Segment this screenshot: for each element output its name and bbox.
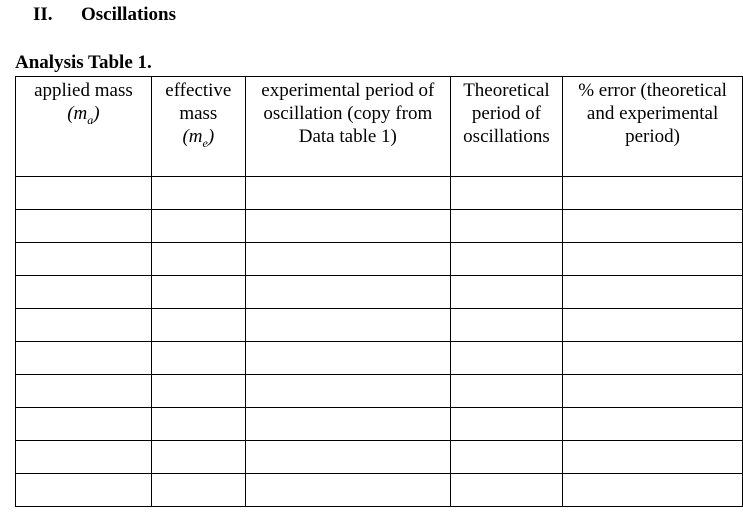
table-cell[interactable] bbox=[245, 276, 450, 309]
table-cell[interactable] bbox=[563, 177, 743, 210]
header-theoretical-period bbox=[450, 77, 562, 177]
table-cell[interactable] bbox=[16, 276, 152, 309]
table-cell[interactable] bbox=[16, 243, 152, 276]
table-cell[interactable] bbox=[151, 210, 245, 243]
table-cell[interactable] bbox=[563, 309, 743, 342]
table-cell[interactable] bbox=[563, 441, 743, 474]
header-effective-mass-label: effective mass bbox=[165, 80, 232, 124]
table-cell[interactable] bbox=[151, 342, 245, 375]
table-cell[interactable] bbox=[563, 342, 743, 375]
table-cell[interactable] bbox=[245, 309, 450, 342]
table-row bbox=[16, 342, 743, 375]
table-cell[interactable] bbox=[450, 177, 562, 210]
analysis-table bbox=[15, 76, 743, 507]
table-row bbox=[16, 210, 743, 243]
table-cell[interactable] bbox=[151, 474, 245, 507]
table-cell[interactable] bbox=[151, 309, 245, 342]
table-cell[interactable] bbox=[245, 177, 450, 210]
header-percent-error bbox=[563, 77, 743, 177]
table-cell[interactable] bbox=[245, 375, 450, 408]
header-applied-mass bbox=[16, 77, 152, 177]
table-cell[interactable] bbox=[151, 276, 245, 309]
header-effective-mass bbox=[151, 77, 245, 177]
section-title: Oscillations bbox=[81, 4, 177, 25]
header-experimental-period-label: experimental period of oscillation (copy from Data table 1) bbox=[261, 80, 435, 147]
table-cell[interactable] bbox=[450, 243, 562, 276]
table-cell[interactable] bbox=[563, 243, 743, 276]
table-row bbox=[16, 441, 743, 474]
table-cell[interactable] bbox=[16, 177, 152, 210]
header-applied-mass-label: applied mass bbox=[34, 80, 133, 101]
table-row bbox=[16, 276, 743, 309]
table-cell[interactable] bbox=[563, 276, 743, 309]
header-row bbox=[16, 77, 743, 177]
table-cell[interactable] bbox=[151, 177, 245, 210]
table-cell[interactable] bbox=[245, 342, 450, 375]
header-experimental-period bbox=[245, 77, 450, 177]
table-cell[interactable] bbox=[16, 375, 152, 408]
table-cell[interactable] bbox=[151, 375, 245, 408]
table-row bbox=[16, 309, 743, 342]
table-cell[interactable] bbox=[450, 210, 562, 243]
header-percent-error-label: % error (theoretical and experimental period) bbox=[578, 80, 727, 147]
header-theoretical-period-label: Theoretical period of oscillations bbox=[463, 80, 550, 147]
table-cell[interactable] bbox=[450, 342, 562, 375]
table-cell[interactable] bbox=[563, 408, 743, 441]
table-cell[interactable] bbox=[450, 375, 562, 408]
table-cell[interactable] bbox=[16, 441, 152, 474]
table-cell[interactable] bbox=[16, 309, 152, 342]
table-row bbox=[16, 408, 743, 441]
table-cell[interactable] bbox=[563, 375, 743, 408]
table-cell[interactable] bbox=[450, 474, 562, 507]
table-cell[interactable] bbox=[245, 210, 450, 243]
table-row bbox=[16, 474, 743, 507]
effective-mass-symbol: $(m_e)$ bbox=[182, 126, 215, 150]
table-cell[interactable] bbox=[563, 474, 743, 507]
table-cell[interactable] bbox=[151, 243, 245, 276]
table-title: Analysis Table 1. bbox=[15, 52, 152, 73]
table-cell[interactable] bbox=[16, 408, 152, 441]
table-row bbox=[16, 375, 743, 408]
table-cell[interactable] bbox=[450, 309, 562, 342]
table-row bbox=[16, 177, 743, 210]
table-cell[interactable] bbox=[16, 342, 152, 375]
table-cell[interactable] bbox=[450, 408, 562, 441]
applied-mass-symbol: $(m_a)$ bbox=[67, 103, 100, 127]
table-cell[interactable] bbox=[245, 243, 450, 276]
table-cell[interactable] bbox=[245, 408, 450, 441]
section-number: II. bbox=[33, 4, 53, 25]
table-cell[interactable] bbox=[16, 210, 152, 243]
table-cell[interactable] bbox=[245, 441, 450, 474]
section-heading bbox=[33, 4, 176, 26]
table-cell[interactable] bbox=[563, 210, 743, 243]
table-row bbox=[16, 243, 743, 276]
table-cell[interactable] bbox=[450, 441, 562, 474]
table-cell[interactable] bbox=[151, 441, 245, 474]
table-cell[interactable] bbox=[450, 276, 562, 309]
table-cell[interactable] bbox=[16, 474, 152, 507]
table-cell[interactable] bbox=[245, 474, 450, 507]
table-cell[interactable] bbox=[151, 408, 245, 441]
